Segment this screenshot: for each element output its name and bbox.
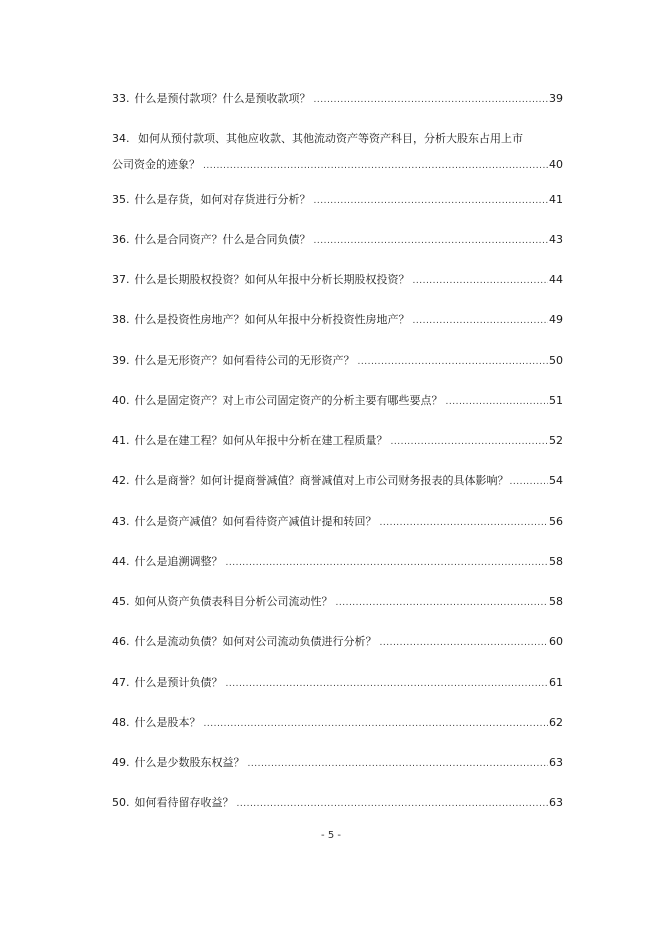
entry-page: 51 [549,394,563,407]
toc-entry-38[interactable] [112,312,563,328]
dot-leader [446,395,549,409]
dot-leader [314,234,549,248]
entry-page: 40 [549,158,563,171]
entry-title: 什么是少数股东权益？ [134,756,245,769]
toc-entry-49[interactable] [112,755,563,771]
entry-title: 什么是在建工程？如何从年报中分析在建工程质量？ [134,434,388,447]
entry-number: 45. [112,595,130,608]
entry-page: 58 [549,595,563,608]
dot-leader [203,159,548,173]
entry-title: 如何看待留存收益？ [134,796,234,809]
entry-page: 56 [549,515,563,528]
entry-number: 33. [112,92,130,105]
entry-number: 50. [112,796,130,809]
dot-leader [248,757,549,771]
entry-number: 48. [112,716,130,729]
entry-number: 43. [112,515,130,528]
toc-entry-47[interactable] [112,675,563,691]
toc-entry-40[interactable] [112,393,563,409]
dot-leader [226,677,549,691]
page-number-footer: - 5 - [321,830,341,841]
dot-leader [510,475,549,489]
entry-number: 44. [112,555,130,568]
dot-leader [380,516,549,530]
dot-leader [413,274,549,288]
entry-number: 41. [112,434,130,447]
entry-title: 什么是商誉？如何计提商誉减值？商誉减值对上市公司财务报表的具体影响？ [134,474,509,487]
entry-number: 47. [112,676,130,689]
entry-title: 什么是无形资产？如何看待公司的无形资产？ [134,354,355,367]
entry-title: 什么是投资性房地产？如何从年报中分析投资性房地产？ [134,313,410,326]
entry-title: 什么是追溯调整？ [134,555,223,568]
entry-title: 如何从资产负债表科目分析公司流动性？ [134,595,333,608]
entry-number: 40. [112,394,130,407]
entry-page: 52 [549,434,563,447]
toc-entry-37[interactable] [112,272,563,288]
entry-number: 37. [112,273,130,286]
entry-page: 49 [549,313,563,326]
entry-number: 38. [112,313,130,326]
toc-entry-48[interactable] [112,715,563,731]
toc-entry-33[interactable] [112,91,563,107]
entry-title: 什么是长期股权投资？如何从年报中分析长期股权投资？ [134,273,410,286]
entry-page: 63 [549,756,563,769]
dot-leader [358,355,549,369]
toc-entry-42[interactable] [112,473,563,489]
dot-leader [204,717,549,731]
entry-page: 43 [549,233,563,246]
entry-number: 46. [112,635,130,648]
entry-page: 41 [549,193,563,206]
dot-leader [391,435,549,449]
entry-page: 63 [549,796,563,809]
dot-leader [226,556,549,570]
dot-leader [314,93,549,107]
entry-number: 49. [112,756,130,769]
toc-entry-50[interactable] [112,795,563,811]
toc-entry-34[interactable] [112,131,563,173]
toc-entry-36[interactable] [112,232,563,248]
entry-title: 什么是流动负债？如何对公司流动负债进行分析？ [134,635,377,648]
entry-number: 39. [112,354,130,367]
entry-title-continued: 公司资金的迹象？ [112,158,200,171]
dot-leader [336,596,549,610]
entry-title: 什么是预付款项？什么是预收款项？ [134,92,311,105]
dot-leader [237,797,549,811]
toc-entry-46[interactable] [112,634,563,650]
entry-title: 什么是合同资产？什么是合同负债？ [134,233,311,246]
entry-page: 58 [549,555,563,568]
toc-entry-39[interactable] [112,353,563,369]
entry-title: 什么是预计负债？ [134,676,223,689]
entry-title: 什么是股本？ [134,716,201,729]
entry-number: 42. [112,474,130,487]
entry-number: 36. [112,233,130,246]
entry-page: 39 [549,92,563,105]
entry-title: 什么是资产减值？如何看待资产减值计提和转回？ [134,515,377,528]
toc-entry-35[interactable] [112,192,563,208]
entry-page: 60 [549,635,563,648]
toc-entry-45[interactable] [112,594,563,610]
entry-page: 54 [549,474,563,487]
toc-entry-44[interactable] [112,554,563,570]
entry-page: 50 [549,354,563,367]
entry-title: 什么是固定资产？对上市公司固定资产的分析主要有哪些要点？ [134,394,443,407]
entry-page: 44 [549,273,563,286]
entry-number: 34. [112,132,130,145]
entry-page: 62 [549,716,563,729]
entry-title: 什么是存货，如何对存货进行分析？ [134,193,311,206]
entry-number: 35. [112,193,130,206]
toc-entry-43[interactable] [112,514,563,530]
dot-leader [314,194,549,208]
entry-page: 61 [549,676,563,689]
entry-title: 如何从预付款项、其他应收款、其他流动资产等资产科目，分析大股东占用上市 [138,132,523,145]
toc-entry-41[interactable] [112,433,563,449]
dot-leader [380,636,549,650]
dot-leader [413,314,549,328]
